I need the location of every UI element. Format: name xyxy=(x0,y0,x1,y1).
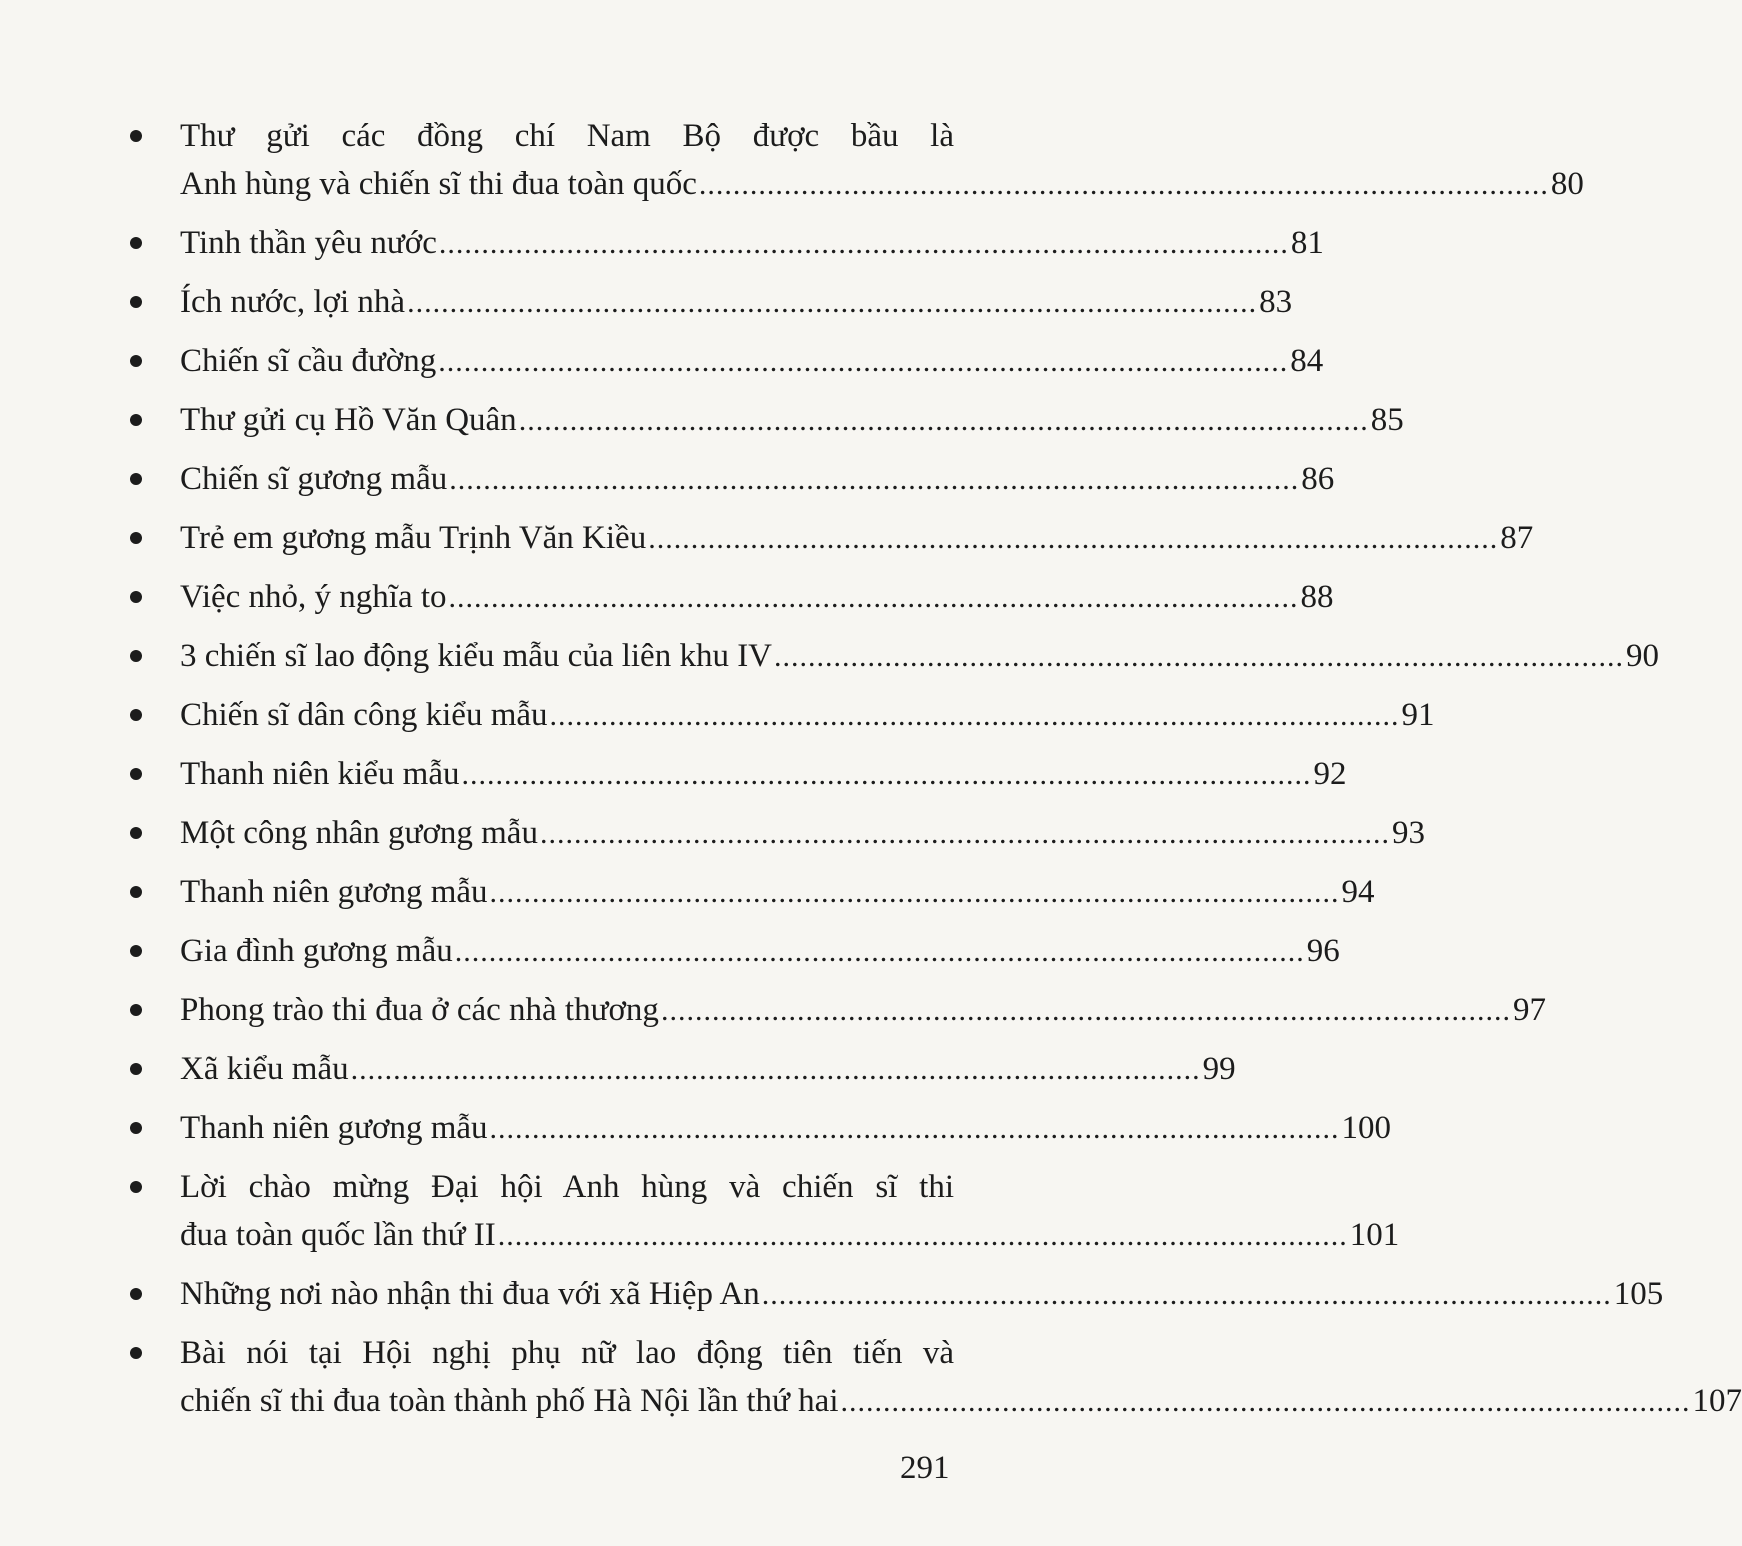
bullet-icon xyxy=(130,473,142,485)
dot-leader: .................................................................................................... xyxy=(774,640,1625,673)
toc-entry-page: 97 xyxy=(1512,992,1546,1028)
dot-leader: .................................................................................................... xyxy=(489,1112,1340,1145)
toc-entry xyxy=(128,112,1584,209)
toc-entry xyxy=(128,927,1340,976)
dot-leader: .................................................................................................... xyxy=(438,345,1289,378)
toc-entry-page: 85 xyxy=(1370,402,1404,438)
toc-entry-page: 107 xyxy=(1692,1383,1742,1419)
toc-entry-page: 96 xyxy=(1306,933,1340,969)
dot-leader: .................................................................................................... xyxy=(461,758,1312,791)
toc-entry-page: 90 xyxy=(1626,638,1660,674)
toc-entry-title: Ích nước, lợi nhà xyxy=(180,284,406,320)
toc-entry-title: Một công nhân gương mẫu xyxy=(180,815,538,851)
toc-entry-page: 84 xyxy=(1290,343,1324,379)
toc-entry-page: 86 xyxy=(1301,461,1335,497)
bullet-icon xyxy=(130,650,142,662)
toc-entry-title: đua toàn quốc lần thứ II xyxy=(180,1217,496,1253)
page-number: 291 xyxy=(900,1450,950,1486)
bullet-icon xyxy=(130,591,142,603)
toc-entry xyxy=(128,691,1435,740)
toc-entry xyxy=(128,868,1375,917)
dot-leader: .................................................................................................... xyxy=(489,876,1340,909)
toc-entry-title-line: Bài nói tại Hội nghị phụ nữ lao động tiên tiến và xyxy=(180,1335,954,1371)
toc-entry xyxy=(128,278,1293,327)
dot-leader: .................................................................................................... xyxy=(660,994,1511,1027)
toc-entry-page: 81 xyxy=(1290,225,1324,261)
toc-entry-page: 94 xyxy=(1341,874,1375,910)
bullet-icon xyxy=(130,532,142,544)
dot-leader: .................................................................................................... xyxy=(448,581,1299,614)
toc-entry-page: 88 xyxy=(1300,579,1334,615)
bullet-icon xyxy=(130,886,142,898)
toc-entry-title: 3 chiến sĩ lao động kiểu mẫu của liên khu IV xyxy=(180,638,773,674)
toc-entry-title: Thanh niên gương mẫu xyxy=(180,1110,488,1146)
toc-entry xyxy=(128,219,1324,268)
toc-entry-title: Chiến sĩ cầu đường xyxy=(180,343,437,379)
toc-entry-title: chiến sĩ thi đua toàn thành phố Hà Nội lần thứ hai xyxy=(180,1383,839,1419)
bullet-icon xyxy=(130,1063,142,1075)
dot-leader: .................................................................................................... xyxy=(449,463,1300,496)
toc-entry-page: 99 xyxy=(1202,1051,1236,1087)
bullet-icon xyxy=(130,945,142,957)
dot-leader: .................................................................................................... xyxy=(549,699,1400,732)
bullet-icon xyxy=(130,1004,142,1016)
toc-entry-title: Phong trào thi đua ở các nhà thương xyxy=(180,992,659,1028)
bullet-icon xyxy=(130,827,142,839)
toc-entry-title: Gia đình gương mẫu xyxy=(180,933,453,969)
toc-entry-title: Thanh niên kiểu mẫu xyxy=(180,756,460,792)
toc-entry xyxy=(128,1163,1400,1260)
dot-leader: .................................................................................................... xyxy=(438,227,1289,260)
toc-entry xyxy=(128,573,1334,622)
dot-leader: .................................................................................................... xyxy=(761,1278,1612,1311)
bullet-icon xyxy=(130,355,142,367)
toc-entry xyxy=(128,809,1425,858)
toc-entry-title-line: Thư gửi các đồng chí Nam Bộ được bầu là xyxy=(180,118,954,154)
toc-entry xyxy=(128,1270,1664,1319)
bullet-icon xyxy=(130,414,142,426)
toc-entry-title: Việc nhỏ, ý nghĩa to xyxy=(180,579,447,615)
toc-entry xyxy=(128,455,1335,504)
toc-entry-page: 93 xyxy=(1391,815,1425,851)
toc-entry-page: 100 xyxy=(1341,1110,1392,1146)
toc-entry xyxy=(128,750,1347,799)
dot-leader: .................................................................................................... xyxy=(648,522,1499,555)
toc-entry-title: Anh hùng và chiến sĩ thi đua toàn quốc xyxy=(180,166,697,202)
bullet-icon xyxy=(130,130,142,142)
table-of-contents xyxy=(128,112,1742,1436)
dot-leader: .................................................................................................... xyxy=(350,1053,1201,1086)
toc-entry-page: 101 xyxy=(1349,1217,1400,1253)
toc-entry-title: Thư gửi cụ Hồ Văn Quân xyxy=(180,402,517,438)
toc-entry xyxy=(128,1045,1236,1094)
dot-leader: .................................................................................................... xyxy=(518,404,1369,437)
toc-entry-title: Trẻ em gương mẫu Trịnh Văn Kiều xyxy=(180,520,647,556)
toc-entry-title: Những nơi nào nhận thi đua với xã Hiệp An xyxy=(180,1276,760,1312)
dot-leader: .................................................................................................... xyxy=(407,286,1258,319)
toc-entry xyxy=(128,632,1660,681)
bullet-icon xyxy=(130,1288,142,1300)
toc-entry-title: Chiến sĩ dân công kiểu mẫu xyxy=(180,697,548,733)
bullet-icon xyxy=(130,1122,142,1134)
toc-entry xyxy=(128,1104,1392,1153)
toc-entry-page: 87 xyxy=(1500,520,1534,556)
toc-entry xyxy=(128,986,1546,1035)
bullet-icon xyxy=(130,1181,142,1193)
bullet-icon xyxy=(130,237,142,249)
toc-entry xyxy=(128,514,1534,563)
toc-entry-title: Xã kiểu mẫu xyxy=(180,1051,349,1087)
dot-leader: .................................................................................................... xyxy=(698,168,1549,201)
toc-entry-title-line: Lời chào mừng Đại hội Anh hùng và chiến sĩ thi xyxy=(180,1169,954,1205)
dot-leader: .................................................................................................... xyxy=(539,817,1390,850)
bullet-icon xyxy=(130,1347,142,1359)
dot-leader: .................................................................................................... xyxy=(497,1219,1348,1252)
toc-entry xyxy=(128,396,1404,445)
toc-entry-page: 83 xyxy=(1259,284,1293,320)
dot-leader: .................................................................................................... xyxy=(840,1385,1691,1418)
toc-entry xyxy=(128,337,1324,386)
toc-entry-page: 105 xyxy=(1613,1276,1664,1312)
dot-leader: .................................................................................................... xyxy=(454,935,1305,968)
toc-entry-page: 91 xyxy=(1401,697,1435,733)
bullet-icon xyxy=(130,296,142,308)
toc-entry-page: 80 xyxy=(1550,166,1584,202)
toc-entry-title: Chiến sĩ gương mẫu xyxy=(180,461,448,497)
toc-entry-page: 92 xyxy=(1313,756,1347,792)
toc-entry-title: Thanh niên gương mẫu xyxy=(180,874,488,910)
toc-entry xyxy=(128,1329,1742,1426)
bullet-icon xyxy=(130,709,142,721)
toc-entry-title: Tinh thần yêu nước xyxy=(180,225,437,261)
bullet-icon xyxy=(130,768,142,780)
